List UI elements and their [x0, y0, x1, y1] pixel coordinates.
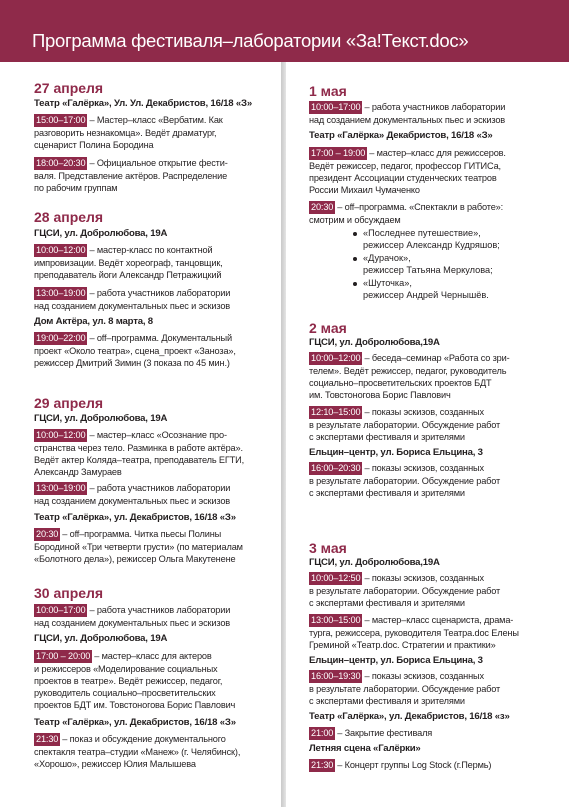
event-time: 16:00–19:30 [311, 671, 361, 681]
event [309, 201, 503, 226]
event-text: социально–просветительских проектов БДТ [309, 378, 492, 388]
venue: ГЦСИ, ул. Добролюбова,19А [309, 337, 440, 348]
list-item [353, 252, 493, 276]
venue: ГЦСИ, ул. Добролюбова,19А [309, 557, 440, 568]
bullet-icon [353, 282, 357, 286]
event-text: преподаватель йоги Александр Петражицкий [34, 270, 222, 280]
date-heading: 2 мая [309, 320, 347, 336]
event [309, 352, 510, 401]
event-time: 21:30 [311, 760, 334, 770]
event-text: – мастер–класс для актеров [94, 651, 212, 661]
event-time: 10:00–12:00 [36, 430, 86, 440]
venue: Ельцин–центр, ул. Бориса Ельцина, 3 [309, 655, 483, 666]
header-banner [0, 0, 569, 62]
event-text: Бородиной «Три четверти грусти» (по материалам [34, 542, 243, 552]
event-text: с экспертами фестиваля и зрителями [309, 488, 465, 498]
event-text: Греминой «Театр.doc. Стратегии и практики» [309, 640, 496, 650]
event-time: 10:00–12:00 [36, 245, 86, 255]
date-heading: 3 мая [309, 540, 347, 556]
bullet-icon [353, 232, 357, 236]
event [34, 733, 240, 770]
event [34, 332, 236, 369]
list-item [353, 277, 489, 301]
event-text: импровизации. Ведёт хореограф, танцовщик, [34, 258, 223, 268]
event-time: 12:10–15:00 [311, 407, 361, 417]
event-time: 10:00–17:00 [311, 102, 361, 112]
event [309, 727, 432, 740]
date-heading: 30 апреля [34, 585, 104, 601]
event-text: – off–программа. Читка пьесы Полины [62, 529, 222, 539]
event-text: – работа участников лаборатории [89, 483, 231, 493]
event-text: разговорить незнакомца». Ведёт драматург, [34, 128, 217, 138]
event-text: Александр Замураев [34, 467, 122, 477]
event [309, 101, 505, 126]
event [309, 462, 500, 499]
event-text: проектов в театре». Ведёт режиссер, педагог, [34, 676, 223, 686]
event [309, 147, 506, 196]
event-text: в результате лаборатории. Обсуждение работ [309, 586, 501, 596]
event-text: – показ и обсуждение документального [62, 734, 226, 744]
event-text: валя. Представление актёров. Распределение [34, 171, 228, 181]
event-text: над созданием документальных пьес и эскизов [34, 618, 231, 628]
event [34, 650, 235, 711]
event-text: по рабочим группам [34, 183, 118, 193]
event-text: с экспертами фестиваля и зрителями [309, 598, 465, 608]
event-text: – показы эскизов, созданных [364, 463, 484, 473]
event [34, 244, 223, 281]
event-text: режиссер Дмитрий Зимин (3 показа по 45 мин.) [34, 358, 230, 368]
event-text: – off–программа. Документальный [89, 333, 232, 343]
date-heading: 29 апреля [34, 395, 104, 411]
venue: Дом Актёра, ул. 8 марта, 8 [34, 316, 153, 327]
event-text: руководитель социально–просветительских [34, 688, 216, 698]
venue: Театр «Галёрка», ул. Декабристов, 16/18 «З» [34, 717, 236, 728]
event-text: президент Ассоциации студенческих театров [309, 173, 497, 183]
list-item-text: режиссер Андрей Чернышёв. [363, 290, 489, 300]
event-text: с экспертами фестиваля и зрителями [309, 696, 465, 706]
date-heading: 28 апреля [34, 209, 104, 225]
event-text: сценарист Полина Бородина [34, 140, 154, 150]
event-text: в результате лаборатории. Обсуждение работ [309, 420, 501, 430]
event-text: проект «Около театра», сцена_проект «Заноза», [34, 346, 236, 356]
event-time: 17:00 – 20:00 [36, 651, 91, 661]
event-time: 10:00–12:50 [311, 573, 361, 583]
event-text: – работа участников лаборатории [89, 605, 231, 615]
event-text: странства через тело. Разминка в работе актёра». [34, 443, 243, 453]
list-item-text: «Последнее путешествие», [363, 228, 481, 238]
event-text: и режиссеров «Моделирование социальных [34, 664, 218, 674]
venue: ГЦСИ, ул. Добролюбова, 19А [34, 413, 168, 424]
event-text: – мастер–класс сценариста, драма- [364, 615, 514, 625]
event-time: 13:00–15:00 [311, 615, 361, 625]
venue: Театр «Галёрка», ул. Декабристов, 16/18 «з» [309, 711, 510, 722]
event [34, 429, 244, 478]
event [34, 287, 230, 312]
event-time: 13:00–19:00 [36, 288, 86, 298]
event-text: им. Товстоногова Борис Павлович [309, 390, 451, 400]
event [34, 157, 228, 194]
event-time: 13:00–19:00 [36, 483, 86, 493]
event-text: над созданием документальных пьес и эскизов [34, 496, 231, 506]
event-text: – off–программа. «Спектакли в работе»: [337, 202, 504, 212]
list-item-text: режиссер Татьяна Меркулова; [363, 265, 493, 275]
event-text: над созданием документальных пьес и эскизов [309, 115, 506, 125]
venue: Ельцин–центр, ул. Бориса Ельцина, 3 [309, 447, 483, 458]
event-text: над созданием документальных пьес и эскизов [34, 301, 231, 311]
venue: Театр «Галёрка», Ул. Ул. Декабристов, 16/18 «З» [34, 98, 252, 109]
list-item-text: «Дурачок», [363, 253, 411, 263]
event-text: турга, режиссера, руководителя Театра.doc Елены [309, 628, 519, 638]
event [34, 528, 243, 565]
venue: ГЦСИ, ул. Добролюбова, 19А [34, 228, 168, 239]
event-text: – работа участников лаборатории [89, 288, 231, 298]
event-text: с экспертами фестиваля и зрителями [309, 432, 465, 442]
event-text: Ведёт актер Коляда–театра, преподаватель ЕГТИ, [34, 455, 245, 465]
event-time: 17:00 – 19:00 [311, 148, 366, 158]
venue: Летняя сцена «Галёрки» [309, 743, 421, 754]
event-text: спектакля театра–студии «Манеж» (г. Челябинск), [34, 747, 241, 757]
event-time: 21:30 [36, 734, 59, 744]
event-text: – мастер–класс «Осознание про- [89, 430, 227, 440]
page-title: Программа фестиваля–лаборатории «За!Текст.doc» [32, 30, 469, 51]
event-text: смотрим и обсуждаем [309, 215, 401, 225]
date-heading: 27 апреля [34, 80, 104, 96]
event-time: 19:00–22:00 [36, 333, 86, 343]
event-time: 16:00–20:30 [311, 463, 361, 473]
event [34, 482, 230, 507]
list-item-text: режиссер Александр Кудряшов; [363, 240, 500, 250]
event-time: 10:00–17:00 [36, 605, 86, 615]
bullet-icon [353, 257, 357, 261]
event [309, 614, 519, 651]
event-text: – Закрытие фестиваля [337, 728, 433, 738]
event [309, 759, 491, 772]
event-text: – мастер-класс по контактной [89, 245, 213, 255]
event-text: – показы эскизов, созданных [364, 671, 484, 681]
event-time: 20:30 [36, 529, 59, 539]
venue: Театр «Галёрка», ул. Декабристов, 16/18 «З» [34, 512, 236, 523]
event-time: 10:00–12:00 [311, 353, 361, 363]
event [309, 406, 500, 443]
event-time: 21:00 [311, 728, 334, 738]
event [309, 572, 500, 609]
event-time: 20:30 [311, 202, 334, 212]
event-text: в результате лаборатории. Обсуждение работ [309, 476, 501, 486]
list-item-text: «Шуточка», [363, 278, 412, 288]
event [34, 604, 230, 629]
venue: ГЦСИ, ул. Добролюбова, 19А [34, 633, 168, 644]
event-text: – беседа–семинар «Работа со зри- [364, 353, 510, 363]
event-text: – Мастер–класс «Вербатим. Как [89, 115, 223, 125]
event-text: – работа участников лаборатории [364, 102, 506, 112]
event-text: «Болотного дела»), режиссер Ольга Макутенене [34, 554, 236, 564]
event-text: России Михаил Чумаченко [309, 185, 420, 195]
venue: Театр «Галёрка» Декабристов, 16/18 «З» [309, 130, 493, 141]
event-text: – показы эскизов, созданных [364, 573, 484, 583]
event-text: – показы эскизов, созданных [364, 407, 484, 417]
event-text: – Концерт группы Log Stock (г.Пермь) [337, 760, 492, 770]
event-time: 18:00–20:30 [36, 158, 86, 168]
event-text: «Хорошо», режиссер Юлия Малышева [34, 759, 196, 769]
event [34, 114, 223, 151]
date-heading: 1 мая [309, 83, 347, 99]
list-item [353, 227, 500, 251]
event-text: проектов БДТ им. Товстоногова Борис Павлович [34, 700, 236, 710]
event-text: в результате лаборатории. Обсуждение работ [309, 684, 501, 694]
event-text: – мастер–класс для режиссеров. [369, 148, 506, 158]
event-time: 15:00–17:00 [36, 115, 86, 125]
event-text: – Официальное открытие феcти- [89, 158, 228, 168]
event-text: Ведёт режиссер, педагог, профессор ГИТИСа, [309, 161, 501, 171]
event [309, 670, 500, 707]
event-text: телем». Ведёт режиссер, педагог, руководитель [309, 366, 507, 376]
